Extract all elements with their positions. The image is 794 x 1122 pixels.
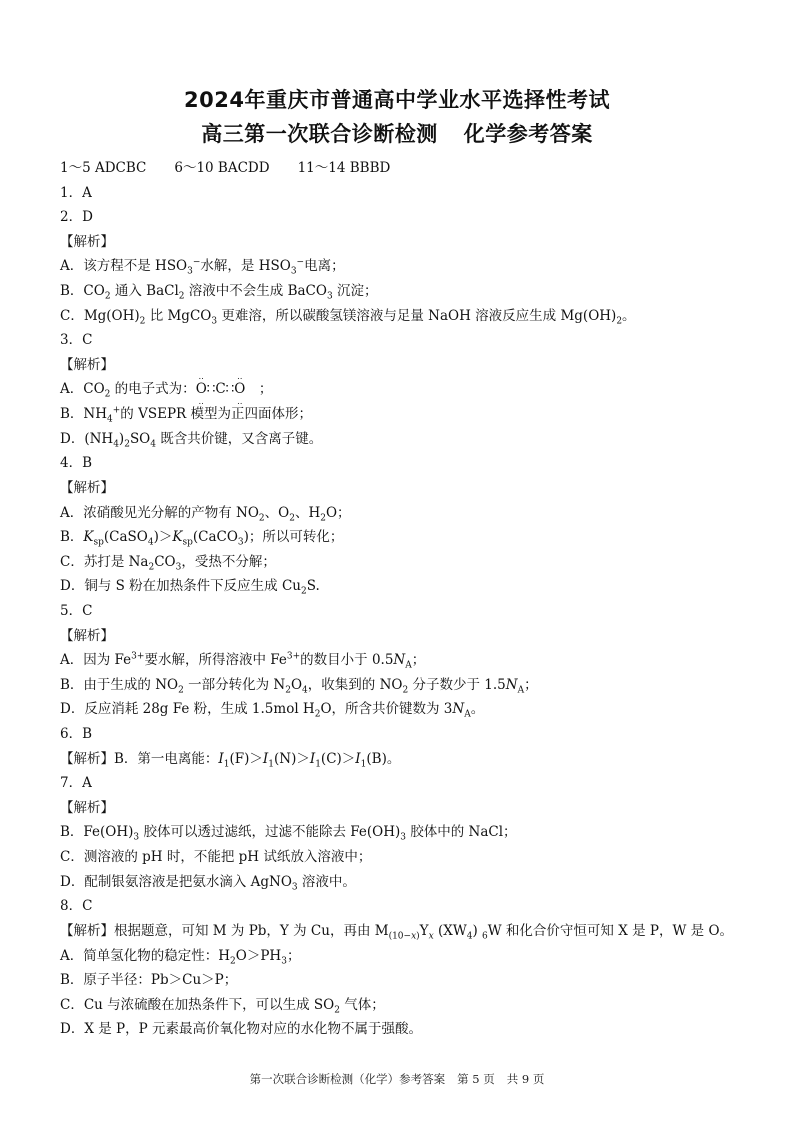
q2-answer: 2．D: [60, 209, 93, 226]
q1-answer: 1．A: [60, 184, 92, 201]
q7-analysis-label: 【解析】: [60, 799, 114, 816]
electron-formula: O ‥ ‥: [195, 372, 207, 407]
q8-analysis-b: B．原子半径：Pb＞Cu＞P；: [60, 972, 238, 989]
q4-answer: 4．B: [60, 455, 93, 472]
answer-group-2: 6～10 BACDD: [174, 160, 270, 176]
q8-analysis: 【解析】根据题意，可知 M 为 Pb，Y 为 Cu，再由 $M_{(10-x)}Y_x$ $(XW_4)$ $_6$W 和化合价守恒可知 X 是 P，W 是 O。: [60, 922, 734, 942]
q5-analysis-label: 【解析】: [60, 627, 114, 644]
page-subtitle: [0, 118, 794, 148]
answer-group-1: 1～5 ADCBC: [60, 160, 147, 176]
q7-analysis-c: C．测溶液的 pH 时，不能把 pH 试纸放入溶液中；: [60, 849, 372, 866]
q3-answer: 3．C: [60, 332, 93, 349]
q5-answer: 5．C: [60, 602, 93, 619]
answer-body: [60, 156, 750, 1042]
q2-analysis-a: A．该方程不是 $HSO_3^-$水解，是 $HSO_3^-$电离；: [60, 257, 345, 278]
q3-analysis-b: B．$NH_4^+$的 VSEPR 模型为正四面体形；: [60, 405, 312, 425]
answer-group-3: 11～14 BBBD: [297, 160, 391, 176]
q5-analysis-b: B．由于生成的 $NO_2$ 一部分转化为 $N_2O_4$，收集到的 $NO_2$ 分子数少于 $1.5N_A$；: [60, 676, 538, 696]
q8-analysis-a: A．简单氢化物的稳定性：$H_2O>PH_3$；: [60, 947, 301, 967]
q7-answer: 7．A: [60, 775, 92, 792]
page-title: 2024年重庆市普通高中学业水平选择性考试: [184, 88, 610, 112]
q6-answer: 6．B: [60, 726, 93, 743]
q7-analysis-b: B．$Fe(OH)_3$ 胶体可以透过滤纸，过滤不能除去 $Fe(OH)_3$ 胶体中的 NaCl；: [60, 824, 517, 844]
footer-total-pages: 共 9 页: [506, 1072, 545, 1086]
footer-page-number: 第 5 页: [457, 1072, 495, 1086]
q6-analysis: 【解析】B．第一电离能：$I_1(F)>I_1(N)>I_1(C)>I_1(B)$。: [60, 750, 401, 770]
q5-analysis-d: D．反应消耗 28g Fe 粉，生成 1.5mol $H_2O$，所含共价键数为 $3N_A$。: [60, 701, 485, 721]
q4-analysis-d: D．铜与 S 粉在加热条件下反应生成 $Cu_2S$.: [60, 578, 320, 598]
q4-analysis-label: 【解析】: [60, 479, 114, 496]
q5-analysis-a: A．因为 $Fe^{3+}$要水解，所得溶液中 $Fe^{3+}$的数目小于 $0.5N_A$；: [60, 651, 426, 671]
subtitle-exam: 高三第一次联合诊断检测: [201, 122, 438, 146]
q3-analysis-a: A．$CO_2$ 的电子式为：O ‥ ‥ ∷C∷O ‥ ‥ ；: [60, 372, 273, 407]
q8-analysis-d: D．X 是 P，P 元素最高价氧化物对应的水化物不属于强酸。: [60, 1021, 422, 1038]
q2-analysis-label: 【解析】: [60, 233, 114, 250]
q4-analysis-c: C．苏打是 $Na_2CO_3$，受热不分解；: [60, 553, 276, 573]
footer-doc-title: 第一次联合诊断检测（化学）参考答案: [249, 1072, 446, 1086]
q7-analysis-d: D．配制银氨溶液是把氨水滴入 AgNO$_3$ 溶液中。: [60, 873, 356, 893]
q2-analysis-c: C．$Mg(OH)_2$ 比 MgCO$_3$ 更难溶，所以碳酸氢镁溶液与足量 NaOH 溶液反应生成 $Mg(OH)_2$。: [60, 307, 636, 327]
q4-analysis-b: B．$K_{sp}(CaSO_4)>K_{sp}(CaCO_3)$；所以可转化；: [60, 529, 344, 548]
q8-answer: 8．C: [60, 898, 93, 915]
q3-analysis-label: 【解析】: [60, 356, 114, 373]
q4-analysis-a: A．浓硝酸见光分解的产物有 $NO_2$、$O_2$、$H_2O$；: [60, 504, 351, 524]
q3-analysis-d: D．$(NH_4)_2SO_4$ 既含共价键，又含离子键。: [60, 430, 323, 450]
page-footer: [0, 1071, 794, 1087]
subtitle-subject: 化学参考答案: [463, 122, 593, 146]
answer-summary: [60, 156, 750, 181]
q8-analysis-c: C．Cu 与浓硫酸在加热条件下，可以生成 $SO_2$ 气体；: [60, 996, 385, 1016]
q2-analysis-b: B．$CO_2$ 通入 BaCl$_2$ 溶液中不会生成 BaCO$_3$ 沉淀；: [60, 283, 378, 302]
